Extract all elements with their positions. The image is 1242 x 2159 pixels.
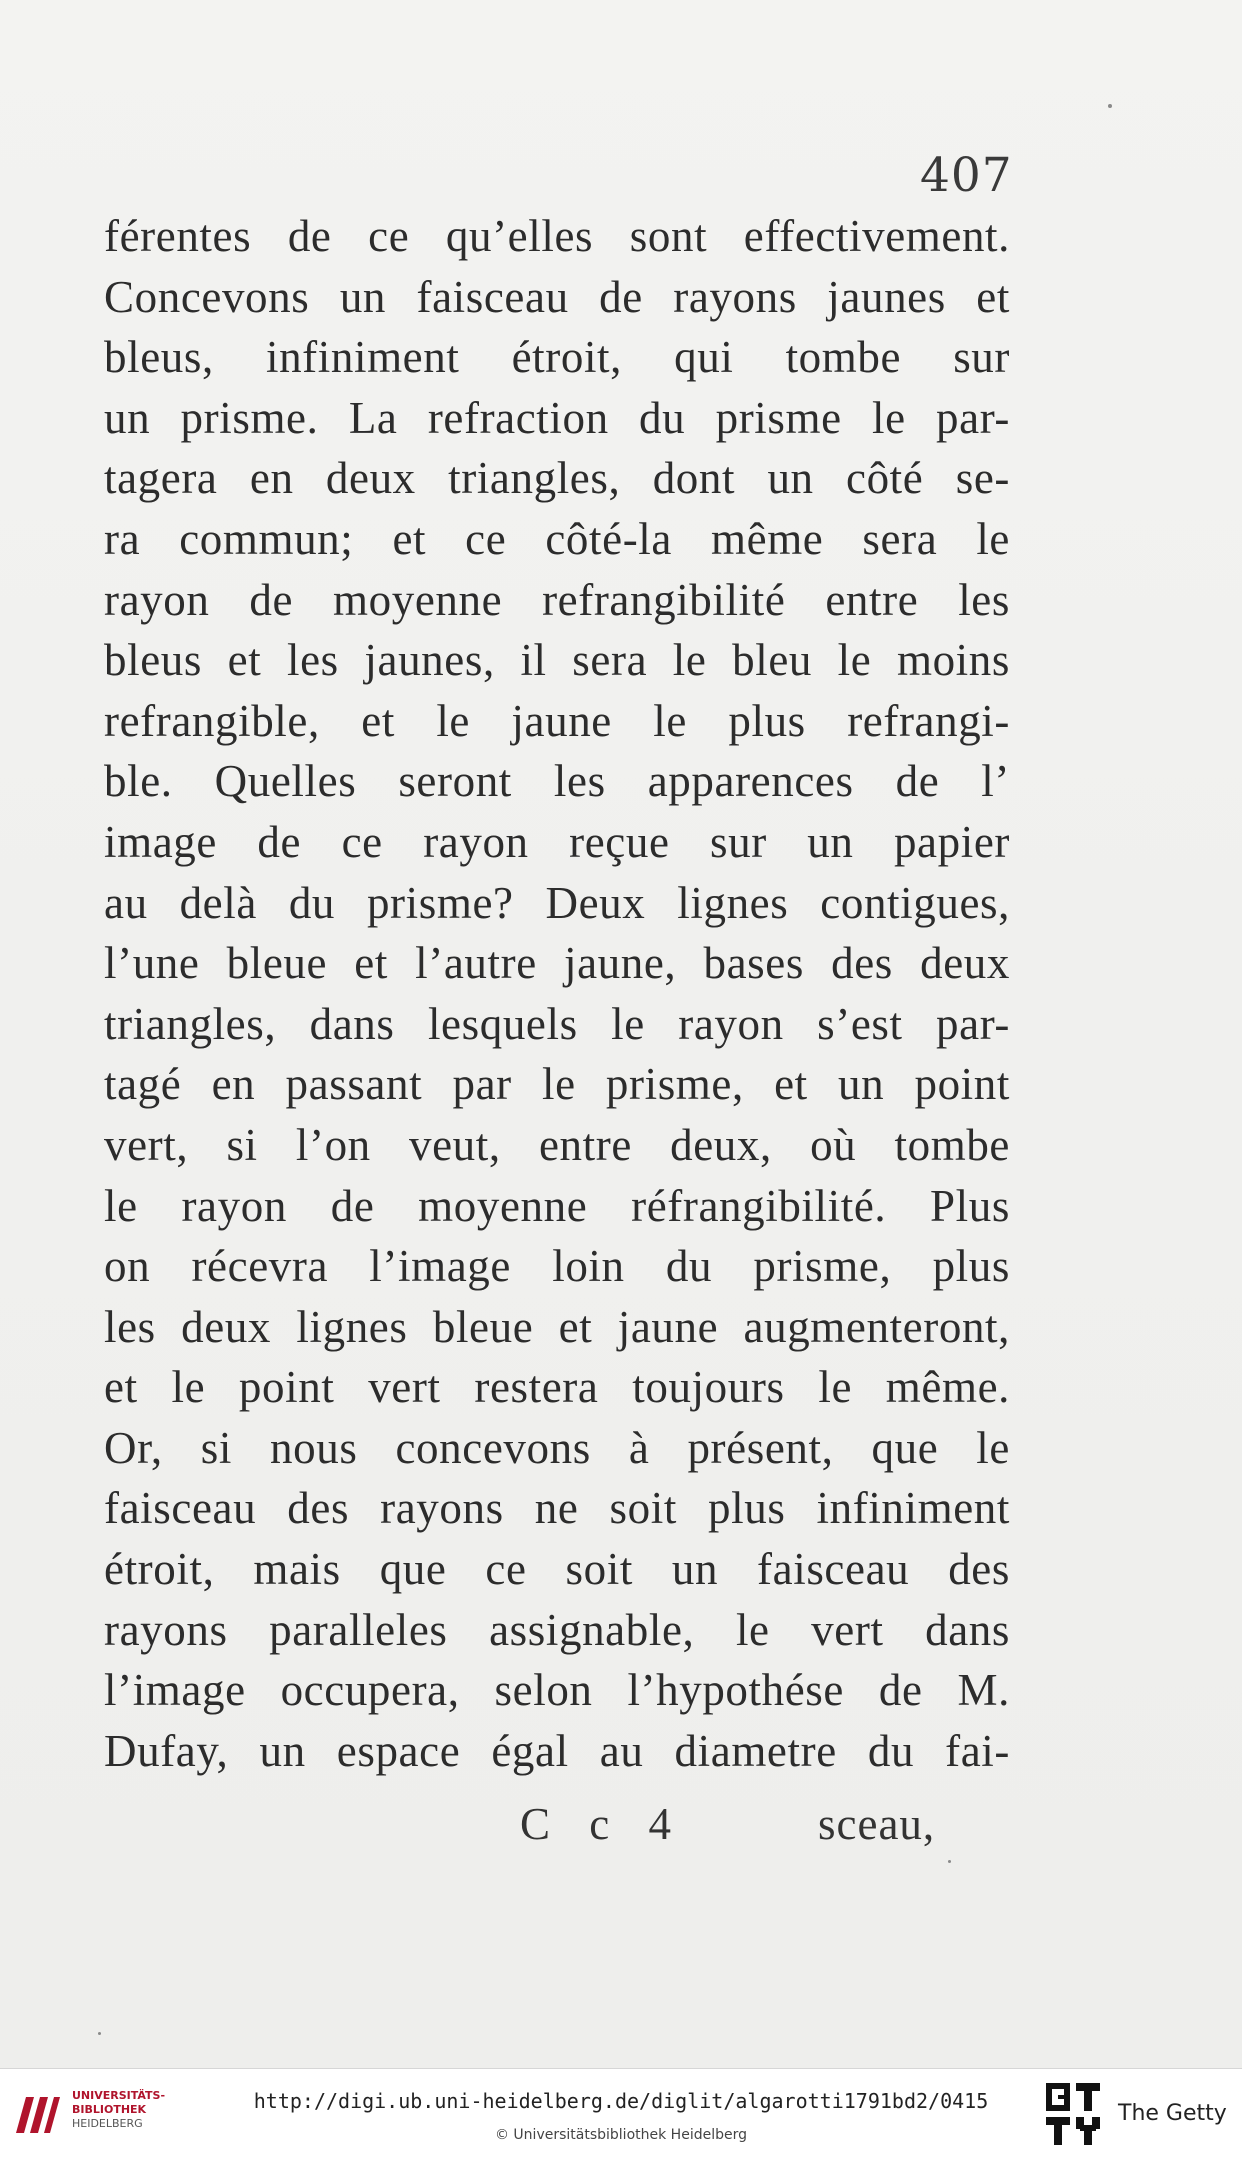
permalink-url[interactable]: http://digi.ub.uni-heidelberg.de/diglit/algarotti1791bd2/0415 — [253, 2089, 989, 2113]
viewer-footer — [0, 2068, 1242, 2159]
text-line: et le point vert restera toujours le même. — [104, 1362, 1010, 1413]
institution-line: UNIVERSITÄTS- — [72, 2089, 166, 2102]
institution-line: BIBLIOTHEK — [72, 2103, 147, 2116]
institution-line: HEIDELBERG — [72, 2117, 143, 2130]
text-line: rayons paralleles assignable, le vert dans — [104, 1604, 1010, 1655]
catchword: sceau, — [818, 1799, 936, 1849]
text-line: refrangible, et le jaune le plus refrangi- — [104, 695, 1010, 746]
text-line: le rayon de moyenne réfrangibilité. Plus — [104, 1180, 1010, 1231]
copyright-notice: © Universitätsbibliothek Heidelberg — [494, 2127, 747, 2143]
text-line: tagera en deux triangles, dont un côté se- — [104, 453, 1010, 504]
text-line: image de ce rayon reçue sur un papier — [104, 816, 1010, 867]
text-line: un prisme. La refraction du prisme le par- — [104, 392, 1010, 443]
text-line: l’image occupera, selon l’hypothése de M. — [104, 1665, 1010, 1716]
text-line: vert, si l’on veut, entre deux, où tombe — [104, 1119, 1010, 1170]
text-line: on récevra l’image loin du prisme, plus — [104, 1241, 1010, 1292]
text-line: férentes de ce qu’elles sont effectivement. — [104, 211, 1010, 261]
page-number: 407 — [920, 148, 1013, 203]
text-line: rayon de moyenne refrangibilité entre les — [104, 574, 1010, 625]
body-text — [104, 206, 1010, 1781]
text-line: faisceau des rayons ne soit plus infiniment — [104, 1483, 1010, 1534]
paper-speck — [948, 1860, 951, 1863]
text-line: ble. Quelles seront les apparences de l’ — [104, 756, 1010, 807]
getty-label: The Getty — [1118, 2101, 1227, 2126]
paper-speck — [98, 2032, 101, 2035]
text-line: Dufay, un espace égal au diametre du fai- — [104, 1725, 1010, 1776]
text-line: Concevons un faisceau de rayons jaunes et — [104, 271, 1010, 322]
text-line: triangles, dans lesquels le rayon s’est par- — [104, 998, 1010, 1049]
text-line: tagé en passant par le prisme, et un point — [104, 1059, 1010, 1110]
text-line: bleus, infiniment étroit, qui tombe sur — [104, 332, 1010, 383]
text-line: Or, si nous concevons à présent, que le — [104, 1422, 1010, 1473]
text-line: au delà du prisme? Deux lignes contigues, — [104, 877, 1010, 928]
paper-speck — [1108, 104, 1112, 108]
text-line: bleus et les jaunes, il sera le bleu le moins — [104, 635, 1010, 686]
text-line: les deux lignes bleue et jaune augmenteront, — [104, 1301, 1010, 1352]
getty-logo-icon — [1044, 2081, 1102, 2147]
text-line: l’une bleue et l’autre jaune, bases des deux — [104, 938, 1010, 989]
text-line: étroit, mais que ce soit un faisceau des — [104, 1544, 1010, 1595]
signature-mark: C c 4 — [520, 1799, 685, 1849]
text-line: ra commun; et ce côté-la même sera le — [104, 513, 1010, 564]
